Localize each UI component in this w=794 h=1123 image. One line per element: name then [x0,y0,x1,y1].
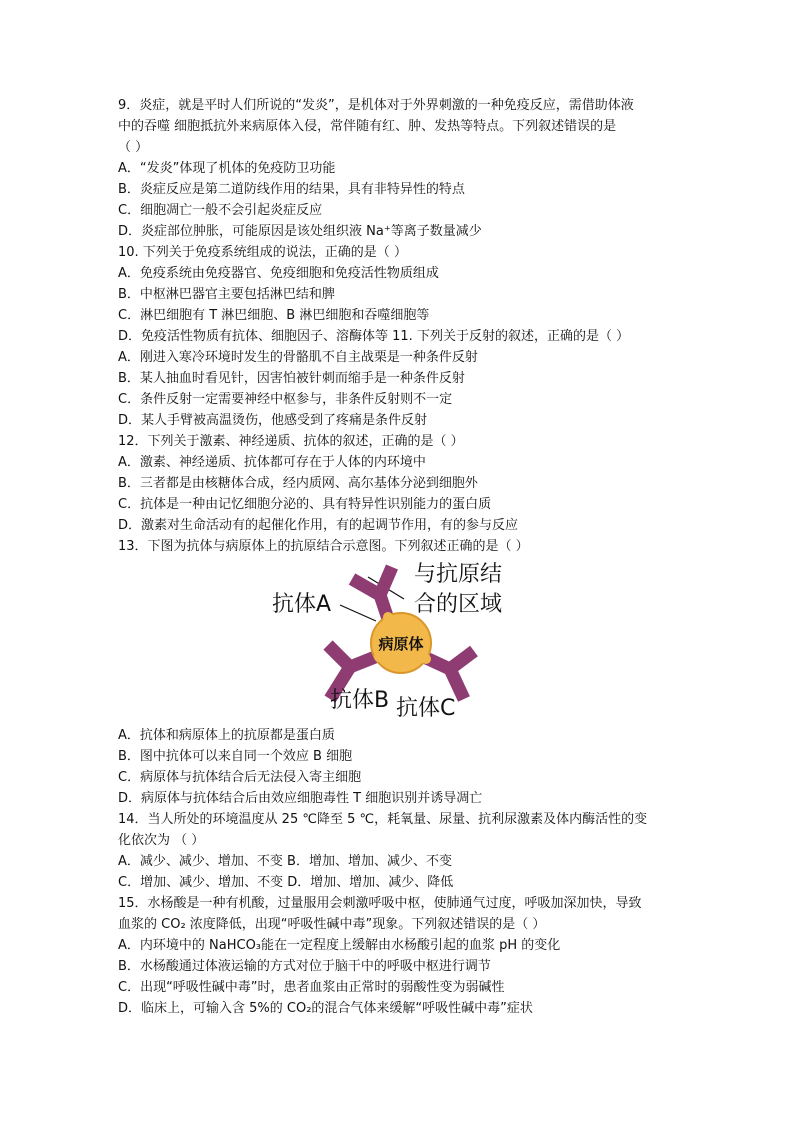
question-12-option-a: A．激素、神经递质、抗体都可存在于人体的内环境中 [118,455,426,470]
exam-page [118,95,688,1019]
question-9-option-a: A．“发炎”体现了机体的免疫防卫功能 [118,161,336,176]
question-9-stem-line-2: 中的吞噬 细胞抵抗外来病原体入侵，常伴随有红、肿、发热等特点。下列叙述错误的是 [118,119,617,134]
question-12-option-d: D．激素对生命活动有的起催化作用，有的起调节作用，有的参与反应 [118,518,519,533]
question-14-stem-line-1: 14．当人所处的环境温度从 25 ℃降至 5 ℃，耗氧量、尿量、抗利尿激素及体内酶活性的变 [118,812,648,827]
pathogen-label: 病原体 [378,635,424,653]
question-9-option-c: C．细胞凋亡一般不会引起炎症反应 [118,203,323,218]
question-13-option-a: A．抗体和病原体上的抗原都是蛋白质 [118,728,335,743]
question-12-stem: 12．下列关于激素、神经递质、抗体的叙述，正确的是（ ） [118,434,464,449]
question-14 [118,809,688,893]
pathogen-antigen-right [421,654,431,664]
question-9 [118,95,688,242]
antibody-b-label: 抗体B [330,688,390,713]
question-11-option-a: A．刚进入寒冷环境时发生的骨骼肌不自主战栗是一种条件反射 [118,350,478,365]
question-10 [118,242,688,347]
question-14-options-cd: C．增加、减少、增加、不变 D．增加、增加、减少、降低 [118,875,454,890]
question-9-option-b: B．炎症反应是第二道防线作用的结果，具有非特异性的特点 [118,182,465,197]
antibody-c-shape [424,651,474,699]
question-15 [118,893,688,1019]
question-13-option-b: B．图中抗体可以来自同一个效应 B 细胞 [118,749,353,764]
question-15-option-d: D．临床上，可输入含 5%的 CO₂的混合气体来缓解“呼吸性碱中毒”症状 [118,1001,533,1016]
question-11-option-c: C．条件反射一定需要神经中枢参与，非条件反射则不一定 [118,392,453,407]
question-15-stem-line-2: 血浆的 CO₂ 浓度降低，出现“呼吸性碱中毒”现象。下列叙述错误的是（ ） [118,917,546,932]
question-12-option-c: C．抗体是一种由记忆细胞分泌的、具有特异性识别能力的蛋白质 [118,497,492,512]
question-10-stem: 10. 下列关于免疫系统组成的说法，正确的是（ ） [118,245,407,260]
question-10-option-c: C．淋巴细胞有 T 淋巴细胞、B 淋巴细胞和吞噬细胞等 [118,308,430,323]
question-13-option-d: D．病原体与抗体结合后由效应细胞毒性 T 细胞识别并诱导凋亡 [118,791,483,806]
question-11 [118,347,688,431]
question-10-option-a: A．免疫系统由免疫器官、免疫细胞和免疫活性物质组成 [118,266,439,281]
question-12-option-b: B．三者都是由核糖体合成，经内质网、高尔基体分泌到细胞外 [118,476,478,491]
antibody-c-label: 抗体C [396,696,456,721]
pointer-line-antibody-a [340,605,376,621]
question-11-option-d: D．某人手臂被高温烫伤，他感受到了疼痛是条件反射 [118,413,428,428]
question-15-option-b: B．水杨酸通过体液运输的方式对位于脑干中的呼吸中枢进行调节 [118,959,491,974]
question-15-stem-line-1: 15．水杨酸是一种有机酸，过量服用会刺激呼吸中枢，使肺通气过度，呼吸加深加快，导致 [118,896,642,911]
question-10-option-b: B．中枢淋巴器官主要包括淋巴结和脾 [118,287,335,302]
antibody-a-label: 抗体A [272,592,332,617]
pathogen-antigen-top [383,612,393,622]
question-9-stem-line-3: （ ） [118,140,149,155]
question-14-stem-line-2: 化依次为 （ ） [118,833,205,848]
antibody-diagram [268,559,538,724]
question-15-option-c: C．出现“呼吸性碱中毒”时，患者血浆由正常时的弱酸性变为弱碱性 [118,980,505,995]
question-9-option-d: D．炎症部位肿胀，可能原因是该处组织液 Na⁺等离子数量减少 [118,224,482,239]
question-13-option-c: C．病原体与抗体结合后无法侵入寄主细胞 [118,770,362,785]
question-15-option-a: A．内环境中的 NaHCO₃能在一定程度上缓解由水杨酸引起的血浆 pH 的变化 [118,938,561,953]
antigen-region-label-2: 合的区域 [414,592,503,617]
question-13 [118,536,688,809]
pathogen-antigen-left [374,652,384,662]
question-10-option-d: D．免疫活性物质有抗体、细胞因子、溶酶体等 11. 下列关于反射的叙述，正确的是（ ） [118,329,630,344]
antibody-antigen-figure [118,559,688,724]
question-14-options-ab: A．减少、减少、增加、不变 B．增加、增加、减少、不变 [118,854,452,869]
question-12 [118,431,688,536]
question-13-stem: 13．下图为抗体与病原体上的抗原结合示意图。下列叙述正确的是（ ） [118,539,529,554]
antigen-region-label-1: 与抗原结 [414,562,503,587]
question-11-option-b: B．某人抽血时看见针，因害怕被针刺而缩手是一种条件反射 [118,371,465,386]
question-9-stem-line-1: 9．炎症，就是平时人们所说的“发炎”，是机体对于外界刺激的一种免疫反应，需借助体液 [118,98,634,113]
